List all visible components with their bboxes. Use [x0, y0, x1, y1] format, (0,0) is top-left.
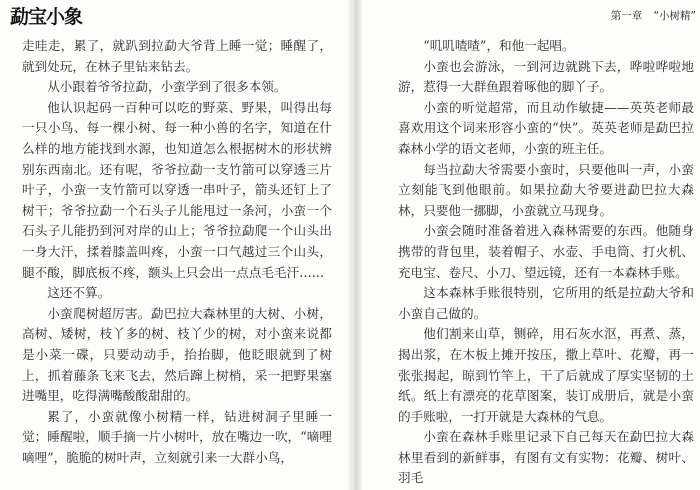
chapter-header	[603, 8, 696, 23]
paragraph: 小蛮在森林手账里记录下自己每天在勐巴拉大森林里看到的新鲜事，有图有文有实物：花瓣、树叶、羽毛	[398, 429, 694, 486]
paragraph: 小蛮也会游泳，一到河边就跳下去，哗啦哗啦地游，惹得一大群鱼跟着啄他的脚丫子。	[398, 58, 694, 95]
paragraph: 他认识起码一百种可以吃的野菜、野果，叫得出每一只小鸟、每一棵小树、每一种小兽的名字，知道在什么样的地方能找到水源，也知道怎么根据树木的形状辨别东西南北。还有呢，爷爷拉勐一支竹箭可以穿透三片叶子，小蛮一支竹箭可以穿透一串叶子，箭头还钉上了树干；爷爷拉勐一个石头子儿能甩过一条河，小蛮一个石头子儿能扔到河对岸的山上；爷爷拉勐爬一个山头出一身大汗，揉着膝盖叫疼，小蛮一口气越过三个山头，腿不酸，脚底板不疼，额头上只会出一点点毛毛汗……	[22, 99, 332, 280]
right-page-body	[398, 36, 694, 489]
paragraph: 累了，小蛮就像小树精一样，钻进树洞子里睡一觉；睡醒啦，顺手摘一片小树叶，放在嘴边一吹，“嘀哩嘀哩”，脆脆的树叶声，立刻就引来一大群小鸟，	[22, 408, 332, 465]
paragraph: “叽叽喳喳”，和他一起唱。	[423, 38, 575, 53]
paragraph: 每当拉勐大爷需要小蛮时，只要他叫一声，小蛮立刻能飞到他眼前。如果拉勐大爷要进勐巴拉大森林，只要他一挪脚，小蛮就立马现身。	[398, 161, 694, 218]
paragraph: 小蛮会随时准备着进入森林需要的东西。他随身携带的背包里，装着帽子、水壶、手电筒、打火机、充电宝、卷尺、小刀、望远镜，还有一本森林手账。	[398, 223, 694, 280]
paragraph: 这本森林手账很特别，它所用的纸是拉勐大爷和小蛮自己做的。	[398, 285, 694, 321]
left-page-body	[22, 36, 332, 468]
paragraph: 小蛮的听觉超常，而且动作敏捷——英英老师最喜欢用这个词来形容小蛮的“快”。英英老师是勐巴拉森林小学的语文老师，小蛮的班主任。	[398, 99, 694, 156]
paragraph: 他们割来山草，铡碎，用石灰水沤，再煮、蒸，揭出浆，在木板上摊开按压，撒上草叶、花瓣，再一张张揭起，晾到竹竿上，干了后就成了厚实坚韧的土纸。纸上有漂亮的花草图案，装订成册后，就是小蛮的手账啦，一打开就是大森林的气息。	[398, 326, 694, 424]
right-page	[362, 0, 700, 490]
left-page	[0, 0, 348, 490]
paragraph: 这还不算。	[47, 285, 111, 301]
paragraph: 小蛮爬树超厉害。勐巴拉大森林里的大树、小树，高树、矮树，枝丫多的树、枝丫少的树，对小蛮来说都是小菜一碟，只要动动手，抬抬脚，他眨眼就到了树上，抓着藤条飞来飞去，然后蹿上树梢，采一把野果塞进嘴里，吃得满嘴酸酸甜甜的。	[22, 305, 332, 404]
paragraph: 从小跟着爷爷拉勐，小蛮学到了很多本领。	[47, 79, 287, 95]
chapter-number: 第一章	[610, 10, 643, 22]
paragraph: 走哇走，累了，就趴到拉勐大爷背上睡一觉；睡醒了，就到处玩，在林子里钻来钻去。	[22, 38, 332, 74]
book-logo: 勐宝小象	[10, 6, 83, 28]
book-gutter	[348, 0, 362, 490]
chapter-title: “小树精”	[653, 10, 696, 22]
